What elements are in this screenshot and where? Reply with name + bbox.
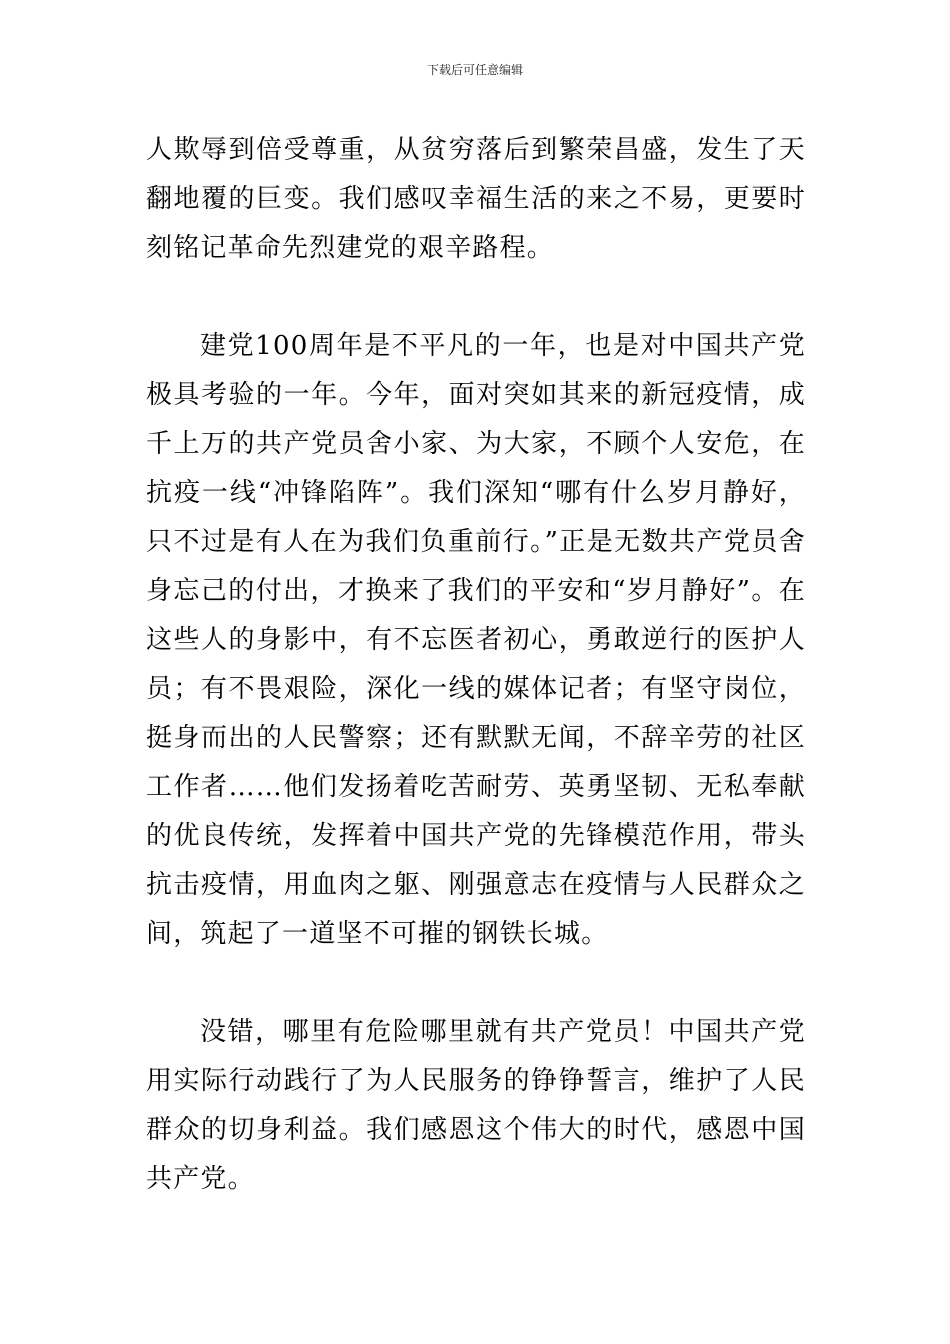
paragraph-spacer xyxy=(146,273,806,322)
paragraph-2: 建党100周年是不平凡的一年，也是对中国共产党极具考验的一年。今年，面对突如其来的新冠疫情，成千上万的共产党员舍小家、为大家，不顾个人安危，在抗疫一线“冲锋陷阵”。我们深知“哪有什么岁月静好，只不过是有人在为我们负重前行。”正是无数共产党员舍身忘己的付出，才换来了我们的平安和“岁月静好”。在这些人的身影中，有不忘医者初心，勇敢逆行的医护人员；有不畏艰险，深化一线的媒体记者；有坚守岗位，挺身而出的人民警察；还有默默无闻，不辞辛劳的社区工作者……他们发扬着吃苦耐劳、英勇坚韧、无私奉献的优良传统，发挥着中国共产党的先锋模范作用，带头抗击疫情，用血肉之躯、刚强意志在疫情与人民群众之间，筑起了一道坚不可摧的钢铁长城。 xyxy=(146,331,806,949)
paragraph-spacer xyxy=(146,959,806,1008)
paragraph-3: 没错，哪里有危险哪里就有共产党员！中国共产党用实际行动践行了为人民服务的铮铮誓言，维护了人民群众的切身利益。我们感恩这个伟大的时代，感恩中国共产党。 xyxy=(146,1017,806,1194)
document-body xyxy=(146,126,806,1204)
page-header-note: 下载后可任意编辑 xyxy=(426,63,523,77)
paragraph-1: 人欺辱到倍受尊重，从贫穷落后到繁荣昌盛，发生了天翻地覆的巨变。我们感叹幸福生活的来之不易，更要时刻铭记革命先烈建党的艰辛路程。 xyxy=(146,135,806,263)
